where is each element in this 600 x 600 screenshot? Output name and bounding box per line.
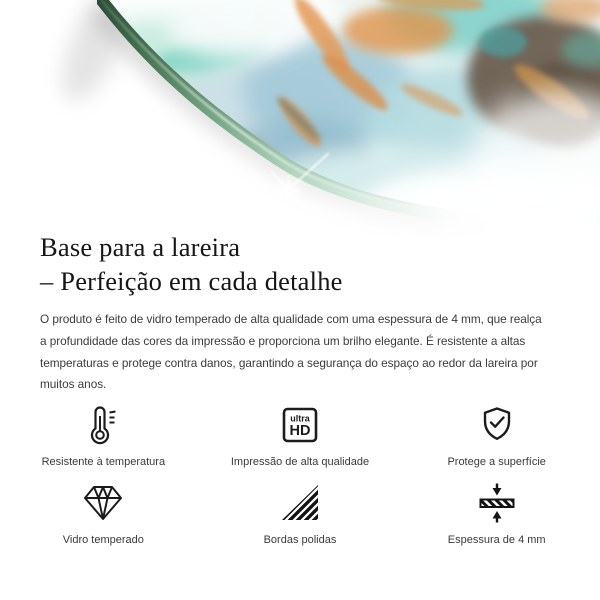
page-title: [40, 230, 343, 298]
features-grid: [5, 396, 595, 546]
marble-print: [65, 0, 600, 238]
description-line: muitos anos.: [40, 377, 107, 392]
thickness-icon: [475, 480, 519, 526]
feature-label: Impressão de alta qualidade: [230, 456, 370, 468]
feature-polished-edges: [202, 480, 399, 546]
feature-print-quality: [202, 402, 399, 468]
svg-text:HD: HD: [289, 423, 311, 439]
polished-edges-icon: [278, 480, 322, 526]
hero-image: [0, 0, 600, 238]
feature-label: Resistente à temperatura: [41, 456, 166, 468]
feature-thickness: [398, 480, 595, 546]
description-line: O produto é feito de vidro temperado de alta qualidade com uma espessura de 4 mm, que realça: [40, 312, 542, 326]
description-line: a profundidade das cores da impressão e proporciona um brilho elegante. É resistente a altas: [40, 333, 526, 348]
feature-label: Espessura de 4 mm: [447, 534, 546, 546]
shield-check-icon: [475, 402, 519, 448]
feature-protection: [398, 402, 595, 468]
feature-tempered-glass: [5, 480, 202, 546]
title-line-1: Base para a lareira: [40, 232, 241, 262]
svg-text:ultra: ultra: [290, 413, 310, 424]
thermometer-icon: [81, 402, 125, 448]
feature-label: Protege a superfície: [447, 456, 546, 468]
feature-label: Vidro temperado: [62, 534, 144, 546]
feature-temperature: [5, 402, 202, 468]
product-description: [40, 309, 542, 396]
diamond-icon: [81, 480, 125, 526]
ultra-hd-icon: [278, 402, 322, 448]
feature-label: Bordas polidas: [263, 534, 337, 546]
description-line: temperaturas e protege contra danos, garantindo a segurança do espaço ao redor da lareira por: [40, 355, 538, 370]
glass-panel-art: [0, 0, 600, 238]
title-line-2: – Perfeição em cada detalhe: [40, 266, 343, 296]
